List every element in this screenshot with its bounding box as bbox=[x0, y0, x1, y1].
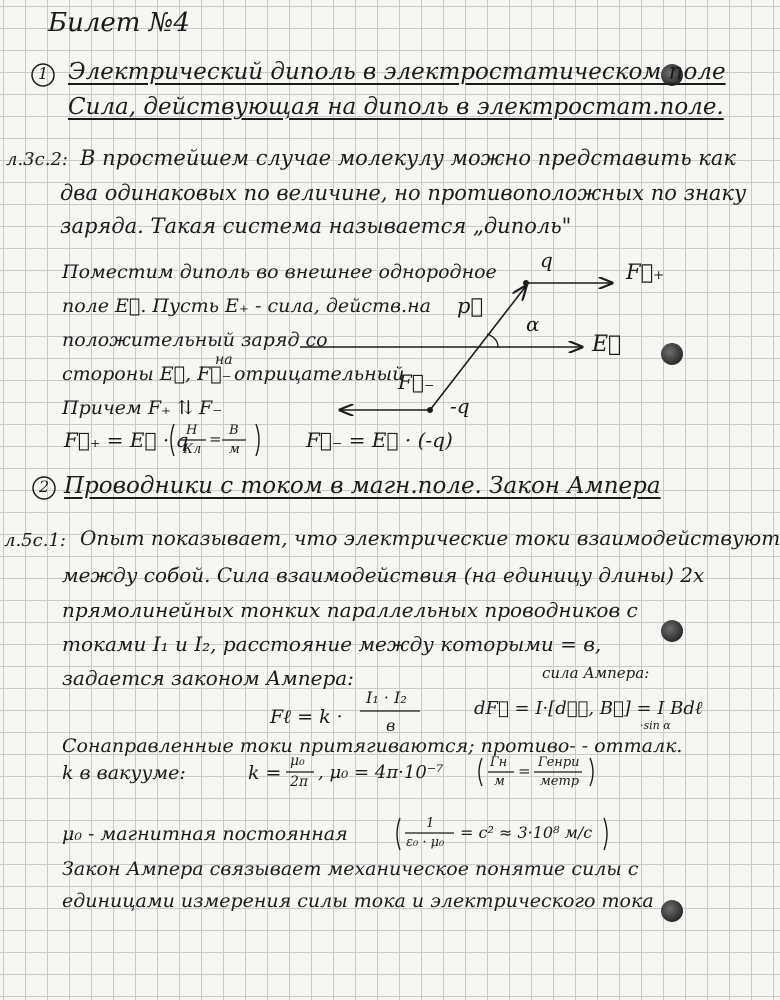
lecture-ref: л.5с.1: bbox=[4, 530, 66, 551]
question-2-title: Проводники с током в магн.поле. Закон Ампера bbox=[64, 473, 661, 499]
paragraph-line: поле E⃗. Пусть E₊ - сила, действ.на bbox=[62, 295, 431, 317]
paragraph-line: прямолинейных тонких параллельных проводников с bbox=[62, 598, 638, 622]
question-1-number: 1 bbox=[38, 64, 49, 83]
paragraph-line: стороны E⃗, F⃗₋ bbox=[62, 363, 232, 385]
formula-f-minus: F⃗₋ = E⃗ · (-q) bbox=[306, 428, 453, 452]
vacuum-k-den: 2π bbox=[290, 774, 309, 790]
paragraph-line: Опыт показывает, что электрические токи взаимодействуют bbox=[80, 526, 780, 550]
paragraph-line: В простейшем случае молекулу можно представить как bbox=[80, 146, 736, 170]
ampere-force-formula: dF⃗ = I·[dℓ⃗, B⃗] = I Bdℓ bbox=[474, 698, 703, 719]
force-plus-label: F⃗₊ bbox=[626, 260, 665, 284]
question-2-number: 2 bbox=[39, 477, 50, 496]
unit-numerator: Н bbox=[186, 423, 198, 438]
mu-frac-den: ε₀ · μ₀ bbox=[406, 835, 445, 850]
unit-denominator: м bbox=[229, 442, 240, 457]
mu-frac-num: 1 bbox=[426, 816, 435, 831]
paragraph-line: два одинаковых по величине, но противоположных по знаку bbox=[60, 181, 747, 205]
unit-numerator: Генри bbox=[538, 755, 580, 770]
unit-denominator: метр bbox=[540, 774, 580, 789]
field-label: E⃗ bbox=[592, 332, 622, 357]
unit-equals: = bbox=[209, 430, 222, 448]
paragraph-line: Сонаправленные токи притягиваются; противо- - отталк. bbox=[62, 735, 683, 757]
paragraph-line: Закон Ампера связывает механическое понятие силы с bbox=[62, 858, 639, 880]
unit-numerator: В bbox=[229, 423, 239, 438]
lecture-ref: л.3с.2: bbox=[6, 149, 68, 170]
paragraph-line: Поместим диполь во внешнее однородное bbox=[62, 261, 497, 283]
unit-numerator: Гн bbox=[490, 755, 508, 770]
force-minus-label: F⃗₋ bbox=[398, 370, 435, 394]
paragraph-line: Причем F₊ ⇅ F₋ bbox=[62, 397, 223, 419]
ampere-formula-left: Fℓ = k · bbox=[270, 706, 343, 728]
vacuum-k-num: μ₀ bbox=[290, 753, 305, 769]
ampere-formula-numerator: I₁ · I₂ bbox=[366, 688, 407, 707]
paragraph-line: между собой. Сила взаимодействия (на единицу длины) 2х bbox=[62, 563, 705, 587]
charge-minus-label: -q bbox=[450, 394, 470, 418]
vacuum-label: k в вакууме: bbox=[62, 762, 186, 784]
paragraph-line: положительный заряд со bbox=[62, 329, 328, 351]
paragraph-line: единицами измерения силы тока и электрического тока bbox=[62, 890, 654, 912]
ampere-note: сила Ампера: bbox=[542, 664, 650, 682]
superscript-note: на bbox=[215, 352, 233, 368]
page-title: Билет №4 bbox=[48, 8, 190, 38]
question-1-title: Электрический диполь в электростатическом поле bbox=[68, 59, 726, 85]
mu-rest: = c² ≈ 3·10⁸ м/с bbox=[460, 823, 593, 842]
mu-line: μ₀ - магнитная постоянная bbox=[62, 823, 348, 845]
charge-plus-label: q bbox=[540, 248, 553, 272]
vacuum-mu0: , μ₀ = 4π·10⁻⁷ bbox=[318, 762, 444, 783]
vacuum-k: k = bbox=[248, 762, 282, 784]
ampere-force-sin: ·sin α bbox=[640, 719, 671, 732]
paragraph-line: задается законом Ампера: bbox=[62, 666, 354, 690]
ampere-formula-denominator: в bbox=[386, 716, 396, 735]
dipole-moment-label: p⃗ bbox=[457, 294, 484, 318]
unit-denominator: м bbox=[494, 774, 505, 789]
unit-denominator: Кл bbox=[183, 442, 202, 457]
angle-label: α bbox=[526, 312, 540, 336]
paragraph-line: отрицательный bbox=[234, 363, 405, 385]
paragraph-line: токами I₁ и I₂, расстояние между которыми = в, bbox=[62, 632, 602, 656]
paragraph-line: заряда. Такая система называется „диполь" bbox=[60, 214, 572, 238]
question-1-subtitle: Сила, действующая на диполь в электростат.поле. bbox=[68, 94, 724, 120]
formula-f-plus: F⃗₊ = E⃗ · q bbox=[64, 428, 189, 452]
unit-equals: = bbox=[518, 762, 531, 780]
